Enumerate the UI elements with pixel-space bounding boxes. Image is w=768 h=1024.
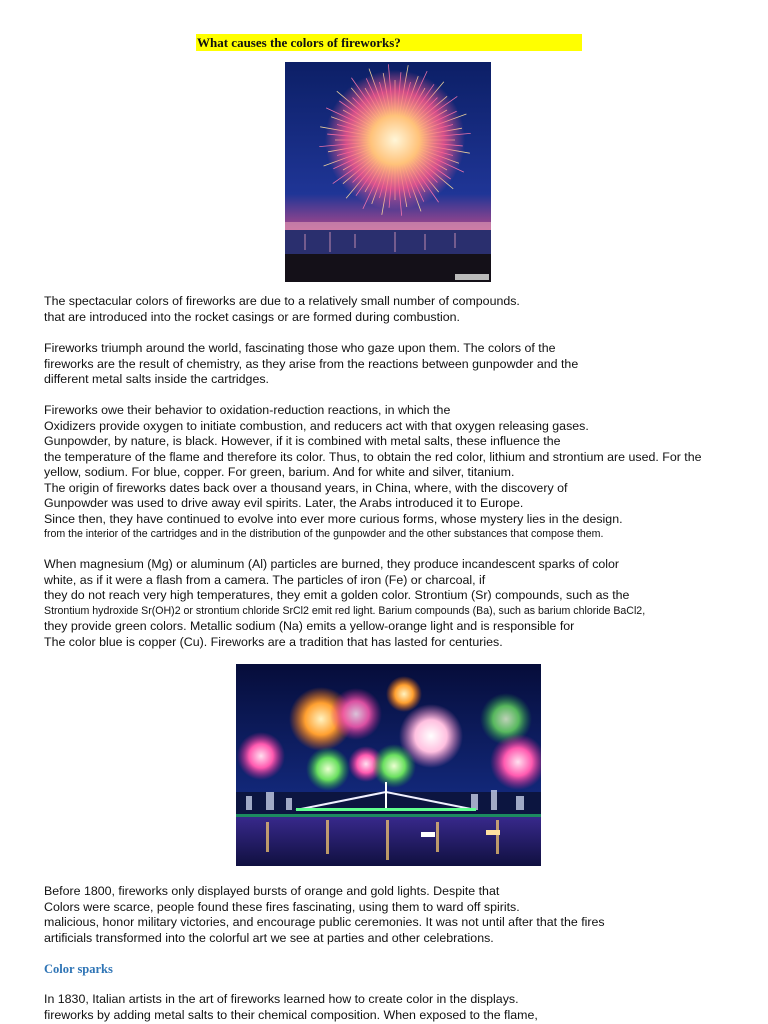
paragraph-4 bbox=[44, 557, 645, 650]
text-line: they do not reach very high temperatures, they emit a golden color. Strontium (Sr) compounds, such as the bbox=[44, 588, 630, 602]
section-heading: Color sparks bbox=[44, 962, 113, 976]
text-line: that are introduced into the rocket casings or are formed during combustion. bbox=[44, 309, 460, 324]
text-line: artificials transformed into the colorful art we see at parties and other celebrations. bbox=[44, 930, 494, 945]
paragraph-2 bbox=[44, 341, 578, 388]
firework-photo-1 bbox=[285, 62, 491, 282]
text-line: Since then, they have continued to evolve into ever more curious forms, whose mystery lies in the design. bbox=[44, 511, 623, 526]
text-line: Fireworks triumph around the world, fascinating those who gaze upon them. The colors of the bbox=[44, 341, 556, 355]
text-line: Gunpowder, by nature, is black. However, if it is combined with metal salts, these influence the bbox=[44, 434, 561, 448]
firework-photo-2 bbox=[236, 664, 541, 866]
text-line: Strontium hydroxide Sr(OH)2 or strontium chloride SrCl2 emit red light. Barium compounds (Ba), such as barium chloride BaCl2, bbox=[44, 604, 646, 617]
text-line: Gunpowder was used to drive away evil spirits. Later, the Arabs introduced it to Europe. bbox=[44, 496, 524, 510]
paragraph-3 bbox=[44, 403, 702, 543]
text-line: different metal salts inside the cartridges. bbox=[44, 372, 269, 386]
text-line: Before 1800, fireworks only displayed bursts of orange and gold lights. Despite that bbox=[44, 884, 500, 898]
text-line: the temperature of the flame and therefore its color. Thus, to obtain the red color, lithium and strontium are used. For the bbox=[44, 449, 702, 464]
text-line: In 1830, Italian artists in the art of fireworks learned how to create color in the displays. bbox=[44, 992, 519, 1006]
text-line: from the interior of the cartridges and in the distribution of the gunpowder and the other substances that compose them. bbox=[44, 528, 604, 540]
text-line: fireworks by adding metal salts to their chemical composition. When exposed to the flame, bbox=[44, 1007, 538, 1022]
text-line: white, as if it were a flash from a camera. The particles of iron (Fe) or charcoal, if bbox=[44, 572, 486, 587]
text-line: The color blue is copper (Cu). Fireworks are a tradition that has lasted for centuries. bbox=[44, 634, 503, 649]
text-line: Fireworks owe their behavior to oxidation-reduction reactions, in which the bbox=[44, 403, 451, 417]
text-line: they provide green colors. Metallic sodium (Na) emits a yellow-orange light and is responsible for bbox=[44, 619, 575, 633]
paragraph-6 bbox=[44, 992, 538, 1023]
text-line: malicious, honor military victories, and encourage public ceremonies. It was not until after that the fires bbox=[44, 915, 605, 929]
text-line: Colors were scarce, people found these fires fascinating, using them to ward off spirits. bbox=[44, 899, 520, 914]
paragraph-5 bbox=[44, 884, 605, 946]
text-line: Oxidizers provide oxygen to initiate combustion, and reducers act with that oxygen releasing gases. bbox=[44, 418, 589, 433]
text-line: yellow, sodium. For blue, copper. For green, barium. And for white and silver, titanium. bbox=[44, 465, 515, 479]
paragraph-1 bbox=[44, 294, 520, 325]
text-line: The origin of fireworks dates back over a thousand years, in China, where, with the discovery of bbox=[44, 480, 568, 495]
text-line: fireworks are the result of chemistry, as they arise from the reactions between gunpowder and the bbox=[44, 356, 579, 371]
page-title: What causes the colors of fireworks? bbox=[196, 34, 582, 51]
text-line: When magnesium (Mg) or aluminum (Al) particles are burned, they produce incandescent sparks of color bbox=[44, 557, 620, 571]
text-line: The spectacular colors of fireworks are due to a relatively small number of compounds. bbox=[44, 294, 520, 308]
